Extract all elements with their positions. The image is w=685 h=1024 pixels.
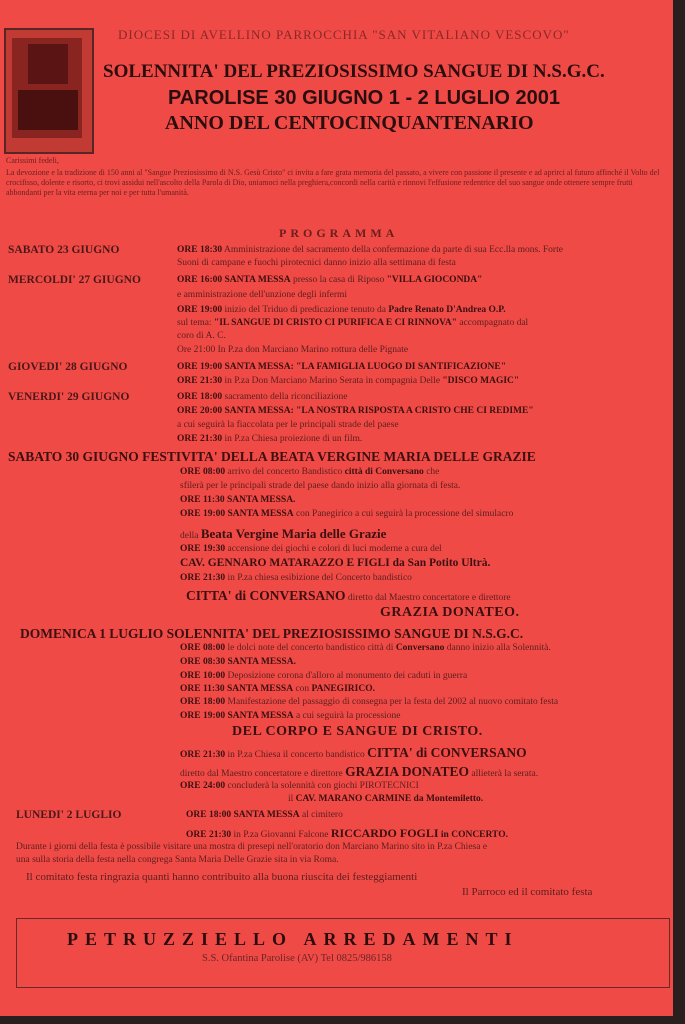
event-line: a cui seguirà la fiaccolata per le principali strade del paese <box>177 420 399 430</box>
event-line: ORE 20:00 SANTA MESSA: "LA NOSTRA RISPOSTA A CRISTO CHE CI REDIME" <box>177 406 534 416</box>
event-line: CAV. GENNARO MATARAZZO E FIGLI da San Potito Ultrà. <box>180 557 491 569</box>
title-dates: PAROLISE 30 GIUGNO 1 - 2 LUGLIO 2001 <box>168 87 560 109</box>
event-line: ORE 19:00 inizio del Triduo di predicazione tenuto da Padre Renato D'Andrea O.P. <box>177 305 506 315</box>
event-line: ORE 21:30 in P.za Chiesa proiezione di un film. <box>177 434 363 444</box>
note-line: una sulla storia della festa nella congrega Santa Maria Delle Grazie sita in via Roma. <box>16 855 339 865</box>
event-line: CITTA' di CONVERSANO diretto dal Maestro concertatore e direttore <box>186 588 511 603</box>
event-line: ORE 19:00 SANTA MESSA a cui seguirà la processione <box>180 711 401 721</box>
event-line: ORE 21:30 in P.za Don Marciano Marino Serata in compagnia Delle "DISCO MAGIC" <box>177 376 520 386</box>
event-line: il CAV. MARANO CARMINE da Montemiletto. <box>288 794 484 804</box>
event-line: ORE 18:30 Amministrazione del sacramento della confermazione da parte di sua Ecc.lla mons. Forte <box>177 245 563 255</box>
event-line: ORE 16:00 SANTA MESSA presso la casa di Riposo "VILLA GIOCONDA" <box>177 275 483 285</box>
event-line: sul tema: "IL SANGUE DI CRISTO CI PURIFICA E CI RINNOVA" accompagnato dal <box>177 318 529 328</box>
sponsor-name: PETRUZZIELLO ARREDAMENTI <box>67 929 519 949</box>
event-line: ORE 19:00 SANTA MESSA: "LA FAMIGLIA LUOGO DI SANTIFICAZIONE" <box>177 362 507 372</box>
programma-heading: PROGRAMMA <box>279 226 399 240</box>
event-line: ORE 24:00 concluderà la solennità con giochi PIROTECNICI <box>180 781 419 791</box>
event-line: ORE 18:00 SANTA MESSA al cimitero <box>186 810 343 820</box>
day-giovedi-28: GIOVEDI' 28 GIUGNO <box>8 361 128 373</box>
altar-statue <box>28 44 68 84</box>
event-line: ORE 18:00 Manifestazione del passaggio di consegna per la festa del 2002 al nuovo comitato festa <box>180 697 559 707</box>
church-altar-photo <box>4 28 94 154</box>
day-lunedi-2: LUNEDI' 2 LUGLIO <box>16 809 122 821</box>
event-line: ORE 11:30 SANTA MESSA con PANEGIRICO. <box>180 684 375 694</box>
event-line: ORE 08:00 arrivo del concerto Bandistico città di Conversano che <box>180 467 440 477</box>
event-line: coro di A. C. <box>177 331 226 341</box>
event-line: e amministrazione dell'unzione degli infermi <box>177 290 348 300</box>
title-solennita: SOLENNITA' DEL PREZIOSISSIMO SANGUE DI N.S.G.C. <box>103 61 605 82</box>
day-mercoledi-27: MERCOLDI' 27 GIUGNO <box>8 274 141 286</box>
event-line: ORE 21:30 in P.za chiesa esibizione del Concerto bandistico <box>180 573 412 583</box>
day-sabato-23: SABATO 23 GIUGNO <box>8 244 120 256</box>
sponsor-address: S.S. Ofantina Parolise (AV) Tel 0825/986158 <box>202 953 392 964</box>
event-line: ORE 21:30 in P.za Giovanni Falcone RICCARDO FOGLI in CONCERTO. <box>186 826 508 840</box>
event-line: ORE 19:00 SANTA MESSA con Panegirico a cui seguirà la processione del simulacro <box>180 509 514 519</box>
intro-text: La devozione e la tradizione di 150 anni al "Sangue Preziosissimo di N.S. Gesù Cristo" ci invita a fare grata memoria del passato, a vivere con passione il presente e ad aprirci al futuro affinché il Volto del crocifisso, dolente e risorto, ci trovi assidui nell'ascolto della Parola di Dio, uniamoci nella preghiera,concordi nella carità e rinnovi l'effusione redentrice del suo sangue onde ottenere sempre frutti abbondanti per la vita eterna per noi e per tutta l'umanità. <box>6 168 660 197</box>
day-domenica-1: DOMENICA 1 LUGLIO SOLENNITA' DEL PREZIOSISSIMO SANGUE DI N.S.G.C. <box>20 626 524 641</box>
note-line: Durante i giorni della festa è possibile visitare una mostra di presepi nell'oratorio don Marciano Marino sito in P.za Chiesa e <box>16 842 488 852</box>
diocese-line: DIOCESI DI AVELLINO PARROCCHIA "SAN VITALIANO VESCOVO" <box>118 27 570 42</box>
event-line: della Beata Vergine Maria delle Grazie <box>180 526 387 541</box>
event-line: ORE 19:30 accensione dei giochi e colori di luci moderne a cura del <box>180 544 442 554</box>
event-line: Ore 21:00 In P.za don Marciano Marino rottura delle Pignate <box>177 345 409 355</box>
event-line: ORE 08:00 le dolci note del concerto bandistico città di Conversano danno inizio alla Solennità. <box>180 643 551 653</box>
sponsor-box <box>16 918 670 988</box>
day-sabato-30: SABATO 30 GIUGNO FESTIVITA' DELLA BEATA VERGINE MARIA DELLE GRAZIE <box>8 449 536 464</box>
event-line: ORE 21:30 in P.za Chiesa il concerto bandistico CITTA' di CONVERSANO <box>180 745 527 760</box>
event-line: Suoni di campane e fuochi pirotecnici danno inizio alla settimana di festa <box>177 258 456 268</box>
title-anniversary: ANNO DEL CENTOCINQUANTENARIO <box>165 112 534 134</box>
event-line: ORE 18:00 sacramento della riconciliazione <box>177 392 348 402</box>
event-line: ORE 10:00 Deposizione corona d'alloro al monumento dei caduti in guerra <box>180 671 468 681</box>
event-line: DEL CORPO E SANGUE DI CRISTO. <box>232 724 483 739</box>
signature-line: Il Parroco ed il comitato festa <box>462 886 593 898</box>
thanks-line: Il comitato festa ringrazia quanti hanno contribuito alla buona riuscita dei festeggiamenti <box>26 871 418 883</box>
altar-base <box>18 90 78 130</box>
event-line: diretto dal Maestro concertatore e direttore GRAZIA DONATEO allieterà la serata. <box>180 764 539 779</box>
intro-greeting: Carissimi fedeli, <box>6 156 59 165</box>
event-line: sfilerà per le principali strade del paese dando inizio alla giornata di festa. <box>180 481 461 491</box>
event-line: GRAZIA DONATEO. <box>380 605 520 620</box>
event-line: ORE 11:30 SANTA MESSA. <box>180 495 296 505</box>
event-line: ORE 08:30 SANTA MESSA. <box>180 657 296 667</box>
day-venerdi-29: VENERDI' 29 GIUGNO <box>8 391 130 403</box>
